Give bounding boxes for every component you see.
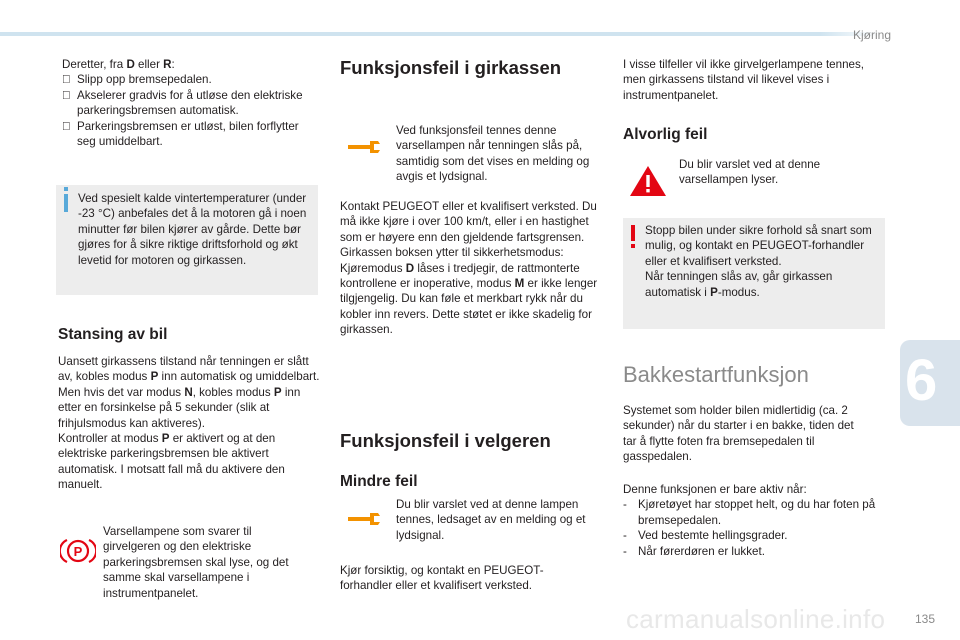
start-lead: Deretter, fra D eller R: [62, 58, 175, 71]
bullet-marker [62, 72, 71, 87]
list-item: - Kjøretøyet har stoppet helt, og du har foten på bremsepedalen. [623, 498, 876, 527]
list-item: Slipp opp bremsepedalen. [62, 72, 320, 87]
warning-mark-dot [631, 244, 635, 248]
stop-text: Uansett girkassens tilstand når tenningen er slått av, kobles modus P inn automatisk og umiddelbart. Men hvis det var modus N, kobles modus P inn etter en forsinkelse på 5 sekunder (slik at frihjulsmodus kan aktiveres). Kontroller at modus P er aktivert og at den elektriske parkeringsbremsen ble aktivert automatisk. I motsatt fall må du aktivere den manuelt. [58, 355, 320, 492]
hill-start-text: Systemet som holder bilen midlertidig (ca. 2 sekunder) når du starter i en bakke, tiden det tar å flytte foten fra bremsepedalen til gasspedalen. [623, 404, 854, 464]
parking-brake-icon [60, 537, 96, 565]
header-rule [0, 32, 820, 36]
bullet-marker [62, 119, 71, 134]
list-item: Parkeringsbremsen er utløst, bilen forflytter seg umiddelbart. [62, 119, 320, 150]
gearbox-text: Kontakt PEUGEOT eller et kvalifisert verksted. Du må ikke kjøre i over 100 km/t, eller i en hastighet som er høyere enn den gjeldende fartsgrensen. Girkassen boksen ytter til sikkerhetsmodus: Kjøremodus D låses i tredjegir, de rattmonterte kontrollene er inoperative, modus M er ikke lenger tilgjengelig. Du kan føle et merkbart rykk når du kobler inn revers. Dette støtet er ikke skadelig for girkassen. [340, 200, 598, 337]
stop-heading: Stansing av bil [58, 326, 168, 343]
watermark: carmanualsonline.info [626, 604, 886, 634]
info-box-winter [56, 185, 318, 295]
section-title: Kjøring [853, 28, 892, 42]
bullet-marker [62, 88, 71, 103]
info-icon-bar [64, 194, 68, 212]
info-icon-dot [64, 187, 68, 191]
selector-fault-heading: Funksjonsfeil i velgeren [340, 430, 551, 451]
page-number: 135 [915, 612, 936, 626]
column3-intro: I visse tilfeller vil ikke girvelgerlampene tennes, men girkassens tilstand vil likevel vises i instrumentpanelet. [623, 58, 864, 102]
list-item: Akselerer gradvis for å utløse den elektriske parkeringsbremsen automatisk. [62, 88, 320, 119]
gearbox-lamp-text: Ved funksjonsfeil tennes denne varsellampen når tenningen slås på, samtidig som det vises en melding og avgis et lydsignal. [396, 124, 590, 184]
warning-triangle-icon [628, 164, 668, 198]
list-item: - Ved bestemte hellingsgrader. [623, 529, 788, 543]
wrench-icon [346, 509, 382, 529]
gearbox-fault-heading: Funksjonsfeil i girkassen [340, 57, 562, 78]
warning-box-stop [623, 218, 885, 329]
minor-fault-heading: Mindre feil [340, 473, 418, 490]
wrench-icon [346, 137, 382, 157]
hill-start-heading: Bakkestartfunksjon [623, 362, 809, 387]
parking-lamp-note: Varsellampene som svarer til girvelgeren og den elektriske parkeringsbremsen skal lyse, og det samme skal varsellampene i instrumentpanelet. [103, 525, 289, 600]
minor-lamp-text: Du blir varslet ved at denne lampen tennes, ledsaget av en melding og et lydsignal. [396, 498, 586, 542]
warning-text: Stopp bilen under sikre forhold så snart som mulig, og kontakt en PEUGEOT-forhandler eller et kvalifisert verksted. Når tenningen slås av, går girkassen automatisk i P-modus. [645, 224, 872, 299]
serious-lamp-text: Du blir varslet ved at denne varsellampen lyser. [679, 158, 821, 187]
chapter-number: 6 [905, 348, 938, 413]
conditions-list: Denne funksjonen er bare aktiv når: - Kjøretøyet har stoppet helt, og du har foten på bremsepedalen. - Ved bestemte hellingsgrader. - Når førerdøren er lukket. [623, 482, 885, 559]
list-item: - Når førerdøren er lukket. [623, 544, 765, 558]
warning-mark-bar [631, 225, 635, 241]
serious-fault-heading: Alvorlig feil [623, 126, 708, 143]
info-text: Ved spesielt kalde vintertemperaturer (under -23 °C) anbefales det å la motoren gå i noen minutter før bilen kjører av gårde. Dette bør gjøres for å sikre riktige driftsforhold og økt levetid for motoren og girkassen. [78, 192, 307, 267]
start-instructions [62, 57, 320, 149]
svg-text:P: P [73, 544, 83, 559]
minor-text: Kjør forsiktig, og kontakt en PEUGEOT-forhandler eller et kvalifisert verksted. [340, 564, 544, 593]
